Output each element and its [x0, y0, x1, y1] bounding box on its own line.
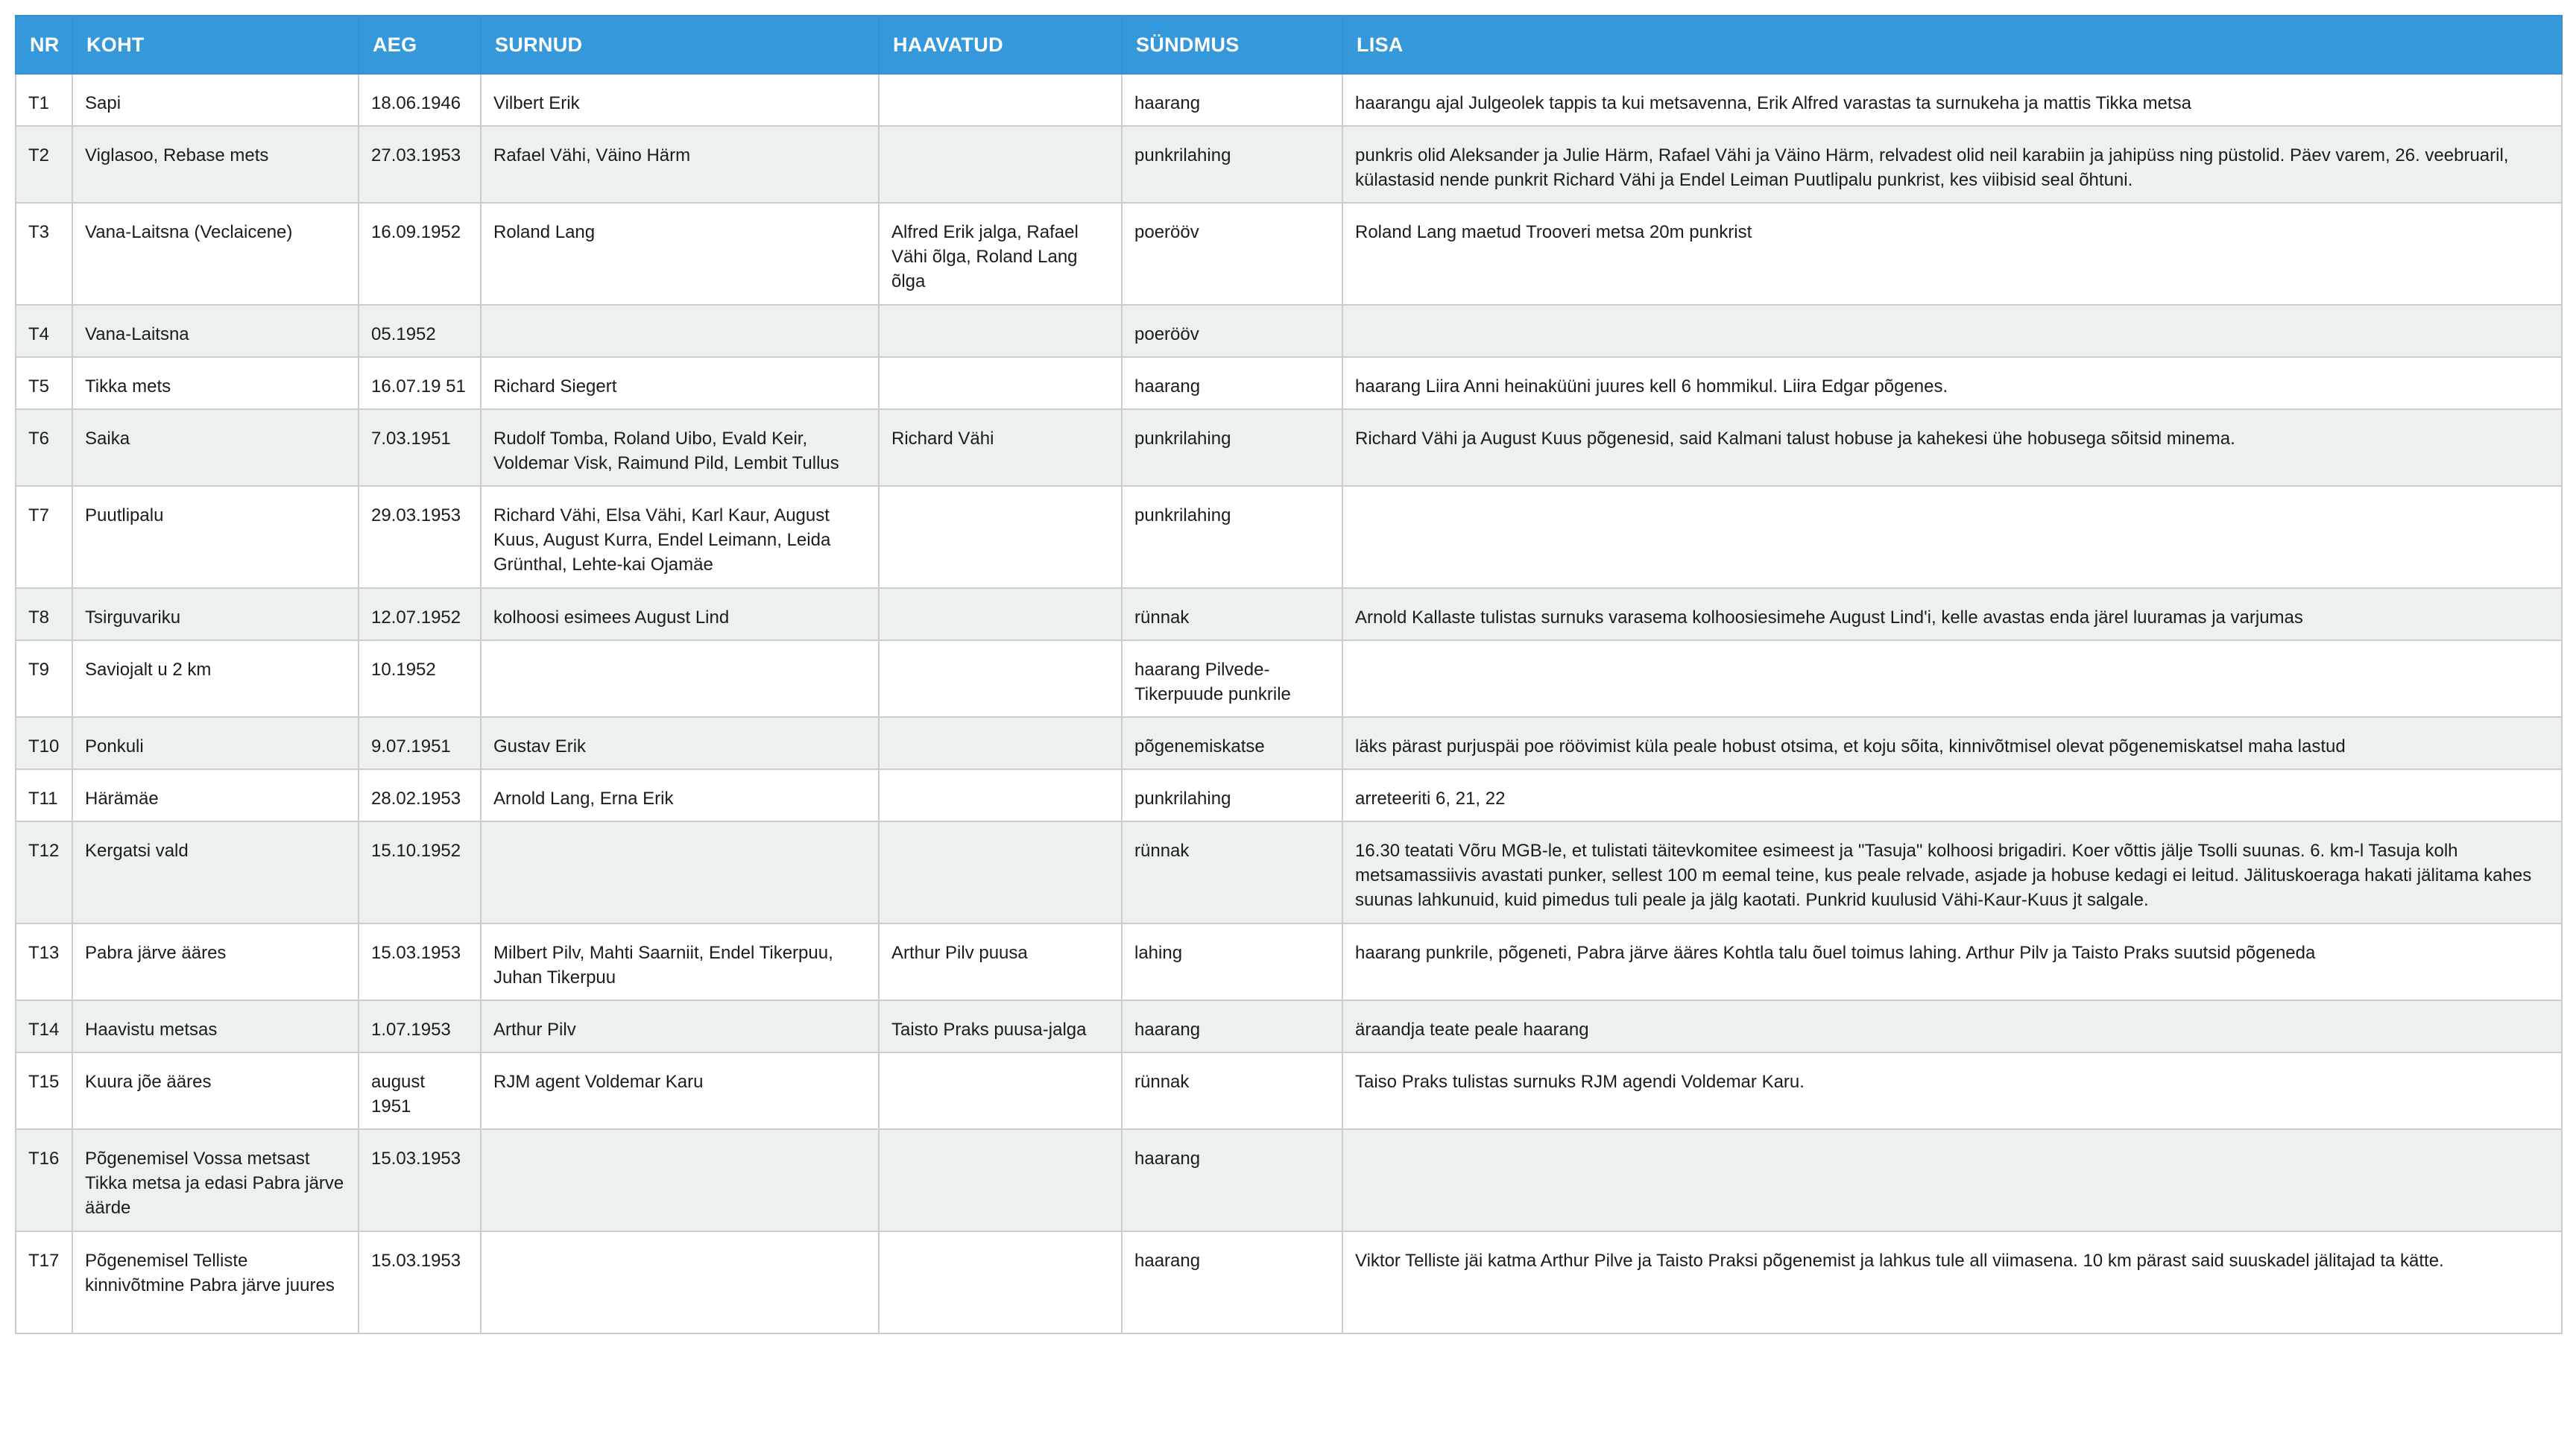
cell-lisa: Taiso Praks tulistas surnuks RJM agendi Voldemar Karu. [1342, 1052, 2562, 1129]
column-header-nr: NR [16, 16, 72, 74]
cell-haavatud [879, 126, 1122, 203]
cell-surnud: Arnold Lang, Erna Erik [481, 769, 879, 821]
table-row [16, 717, 2562, 769]
cell-surnud: Rafael Vähi, Väino Härm [481, 126, 879, 203]
table-row [16, 588, 2562, 640]
cell-lisa: haarang punkrile, põgeneti, Pabra järve ääres Kohtla talu õuel toimus lahing. Arthur Pilv ja Taisto Praks suutsid põgeneda [1342, 923, 2562, 1000]
cell-aeg: 15.03.1953 [359, 1231, 481, 1333]
cell-aeg: 1.07.1953 [359, 1000, 481, 1052]
cell-aeg: 10.1952 [359, 640, 481, 717]
cell-nr: T17 [16, 1231, 72, 1333]
table-row [16, 640, 2562, 717]
cell-koht: Põgenemisel Telliste kinnivõtmine Pabra järve juures [72, 1231, 359, 1333]
cell-aeg: august 1951 [359, 1052, 481, 1129]
column-header-haavatud: HAAVATUD [879, 16, 1122, 74]
cell-aeg: 27.03.1953 [359, 126, 481, 203]
cell-nr: T15 [16, 1052, 72, 1129]
cell-syndmus: punkrilahing [1122, 409, 1342, 486]
cell-surnud: Roland Lang [481, 203, 879, 305]
column-header-aeg: AEG [359, 16, 481, 74]
cell-haavatud [879, 640, 1122, 717]
table-row [16, 1129, 2562, 1231]
cell-aeg: 15.03.1953 [359, 923, 481, 1000]
table-row [16, 74, 2562, 126]
cell-aeg: 9.07.1951 [359, 717, 481, 769]
cell-surnud [481, 1129, 879, 1231]
table-row [16, 357, 2562, 409]
cell-haavatud: Arthur Pilv puusa [879, 923, 1122, 1000]
cell-haavatud [879, 717, 1122, 769]
cell-aeg: 12.07.1952 [359, 588, 481, 640]
table-row [16, 769, 2562, 821]
cell-haavatud [879, 486, 1122, 588]
cell-koht: Põgenemisel Vossa metsast Tikka metsa ja edasi Pabra järve äärde [72, 1129, 359, 1231]
cell-surnud: Vilbert Erik [481, 74, 879, 126]
cell-haavatud: Taisto Praks puusa-jalga [879, 1000, 1122, 1052]
cell-lisa [1342, 1129, 2562, 1231]
cell-nr: T9 [16, 640, 72, 717]
table-row [16, 203, 2562, 305]
cell-nr: T14 [16, 1000, 72, 1052]
cell-haavatud [879, 1052, 1122, 1129]
column-header-syndmus: SÜNDMUS [1122, 16, 1342, 74]
table-row [16, 126, 2562, 203]
cell-lisa [1342, 305, 2562, 357]
cell-syndmus: rünnak [1122, 1052, 1342, 1129]
cell-nr: T11 [16, 769, 72, 821]
column-header-surnud: SURNUD [481, 16, 879, 74]
cell-nr: T1 [16, 74, 72, 126]
cell-nr: T5 [16, 357, 72, 409]
cell-koht: Tsirguvariku [72, 588, 359, 640]
cell-aeg: 28.02.1953 [359, 769, 481, 821]
cell-lisa: äraandja teate peale haarang [1342, 1000, 2562, 1052]
cell-haavatud [879, 588, 1122, 640]
cell-surnud: Richard Siegert [481, 357, 879, 409]
table-row [16, 1052, 2562, 1129]
cell-lisa [1342, 486, 2562, 588]
table-row [16, 486, 2562, 588]
cell-lisa: Arnold Kallaste tulistas surnuks varasema kolhoosiesimehe August Lind'i, kelle avastas enda järel luuramas ja varjumas [1342, 588, 2562, 640]
cell-surnud [481, 1231, 879, 1333]
table-row [16, 1000, 2562, 1052]
cell-syndmus: haarang [1122, 1129, 1342, 1231]
cell-nr: T10 [16, 717, 72, 769]
column-header-lisa: LISA [1342, 16, 2562, 74]
cell-koht: Saika [72, 409, 359, 486]
cell-syndmus: haarang [1122, 74, 1342, 126]
cell-aeg: 05.1952 [359, 305, 481, 357]
cell-surnud: Arthur Pilv [481, 1000, 879, 1052]
cell-koht: Sapi [72, 74, 359, 126]
cell-lisa: punkris olid Aleksander ja Julie Härm, Rafael Vähi ja Väino Härm, relvadest olid neil karabiin ja jahipüss ning püstolid. Päev varem, 26. veebruaril, külastasid nende punkrit Richard Vähi ja Endel Leiman Puutlipalu punkrist, kes viibisid seal õhtuni. [1342, 126, 2562, 203]
cell-nr: T2 [16, 126, 72, 203]
cell-syndmus: haarang Pilvede-Tikerpuude punkrile [1122, 640, 1342, 717]
cell-koht: Ponkuli [72, 717, 359, 769]
cell-surnud: Gustav Erik [481, 717, 879, 769]
cell-syndmus: haarang [1122, 1231, 1342, 1333]
cell-lisa: läks pärast purjuspäi poe röövimist küla peale hobust otsima, et koju sõita, kinnivõtmisel olevat põgenemiskatsel maha lastud [1342, 717, 2562, 769]
cell-haavatud: Alfred Erik jalga, Rafael Vähi õlga, Roland Lang õlga [879, 203, 1122, 305]
cell-koht: Vana-Laitsna (Veclaicene) [72, 203, 359, 305]
cell-syndmus: haarang [1122, 1000, 1342, 1052]
cell-aeg: 16.09.1952 [359, 203, 481, 305]
cell-lisa: haarangu ajal Julgeolek tappis ta kui metsavenna, Erik Alfred varastas ta surnukeha ja mattis Tikka metsa [1342, 74, 2562, 126]
cell-haavatud [879, 1231, 1122, 1333]
cell-haavatud [879, 769, 1122, 821]
cell-lisa: 16.30 teatati Võru MGB-le, et tulistati täitevkomitee esimeest ja "Tasuja" kolhoosi brigadiri. Koer võttis jälje Tsolli suunas. 6. km-l Tasuja kolh metsamassiivis avastati punker, sellest 100 m eemal teine, kus peale relvade, asjade ja hobuse kedagi ei leitud. Jälituskoeraga hakati jälitama kahes suunas lahkunuid, kuid pimedus tuli peale ja jälg kaotati. Punkrid kuulusid Vähi-Kaur-Kuus jt salgale. [1342, 821, 2562, 923]
cell-syndmus: poerööv [1122, 203, 1342, 305]
cell-lisa: haarang Liira Anni heinaküüni juures kell 6 hommikul. Liira Edgar põgenes. [1342, 357, 2562, 409]
cell-syndmus: punkrilahing [1122, 486, 1342, 588]
table-body [16, 74, 2562, 1333]
cell-surnud [481, 640, 879, 717]
cell-surnud: RJM agent Voldemar Karu [481, 1052, 879, 1129]
cell-aeg: 16.07.19 51 [359, 357, 481, 409]
cell-aeg: 7.03.1951 [359, 409, 481, 486]
cell-surnud: Rudolf Tomba, Roland Uibo, Evald Keir, Voldemar Visk, Raimund Pild, Lembit Tullus [481, 409, 879, 486]
cell-nr: T16 [16, 1129, 72, 1231]
cell-haavatud: Richard Vähi [879, 409, 1122, 486]
cell-aeg: 15.03.1953 [359, 1129, 481, 1231]
cell-surnud: Milbert Pilv, Mahti Saarniit, Endel Tikerpuu, Juhan Tikerpuu [481, 923, 879, 1000]
cell-surnud: Richard Vähi, Elsa Vähi, Karl Kaur, August Kuus, August Kurra, Endel Leimann, Leida Grünthal, Lehte-kai Ojamäe [481, 486, 879, 588]
header-row [16, 16, 2562, 74]
table-row [16, 1231, 2562, 1333]
column-header-koht: KOHT [72, 16, 359, 74]
cell-aeg: 18.06.1946 [359, 74, 481, 126]
cell-syndmus: lahing [1122, 923, 1342, 1000]
cell-nr: T6 [16, 409, 72, 486]
cell-syndmus: põgenemiskatse [1122, 717, 1342, 769]
table-row [16, 923, 2562, 1000]
cell-lisa: Viktor Telliste jäi katma Arthur Pilve ja Taisto Praksi põgenemist ja lahkus tule all viimasena. 10 km pärast said suuskadel jälitajad ta kätte. [1342, 1231, 2562, 1333]
cell-syndmus: punkrilahing [1122, 126, 1342, 203]
cell-nr: T4 [16, 305, 72, 357]
cell-syndmus: poerööv [1122, 305, 1342, 357]
cell-lisa: arreteeriti 6, 21, 22 [1342, 769, 2562, 821]
events-table [15, 15, 2563, 1334]
cell-lisa: Roland Lang maetud Trooveri metsa 20m punkrist [1342, 203, 2562, 305]
cell-koht: Tikka mets [72, 357, 359, 409]
cell-haavatud [879, 74, 1122, 126]
cell-nr: T3 [16, 203, 72, 305]
cell-nr: T7 [16, 486, 72, 588]
table-row [16, 821, 2562, 923]
cell-koht: Pabra järve ääres [72, 923, 359, 1000]
table-row [16, 305, 2562, 357]
cell-haavatud [879, 357, 1122, 409]
cell-syndmus: rünnak [1122, 588, 1342, 640]
cell-koht: Puutlipalu [72, 486, 359, 588]
cell-koht: Viglasoo, Rebase mets [72, 126, 359, 203]
cell-lisa [1342, 640, 2562, 717]
cell-surnud: kolhoosi esimees August Lind [481, 588, 879, 640]
table-row [16, 409, 2562, 486]
table-header [16, 16, 2562, 74]
cell-koht: Härämäe [72, 769, 359, 821]
cell-haavatud [879, 1129, 1122, 1231]
cell-koht: Haavistu metsas [72, 1000, 359, 1052]
cell-nr: T12 [16, 821, 72, 923]
cell-aeg: 15.10.1952 [359, 821, 481, 923]
cell-syndmus: punkrilahing [1122, 769, 1342, 821]
events-table-container [15, 15, 2561, 1334]
cell-aeg: 29.03.1953 [359, 486, 481, 588]
cell-nr: T8 [16, 588, 72, 640]
cell-haavatud [879, 821, 1122, 923]
cell-surnud [481, 305, 879, 357]
cell-koht: Vana-Laitsna [72, 305, 359, 357]
cell-surnud [481, 821, 879, 923]
cell-koht: Saviojalt u 2 km [72, 640, 359, 717]
cell-syndmus: rünnak [1122, 821, 1342, 923]
cell-haavatud [879, 305, 1122, 357]
cell-lisa: Richard Vähi ja August Kuus põgenesid, said Kalmani talust hobuse ja kahekesi ühe hobusega sõitsid minema. [1342, 409, 2562, 486]
cell-syndmus: haarang [1122, 357, 1342, 409]
cell-nr: T13 [16, 923, 72, 1000]
cell-koht: Kergatsi vald [72, 821, 359, 923]
cell-koht: Kuura jõe ääres [72, 1052, 359, 1129]
